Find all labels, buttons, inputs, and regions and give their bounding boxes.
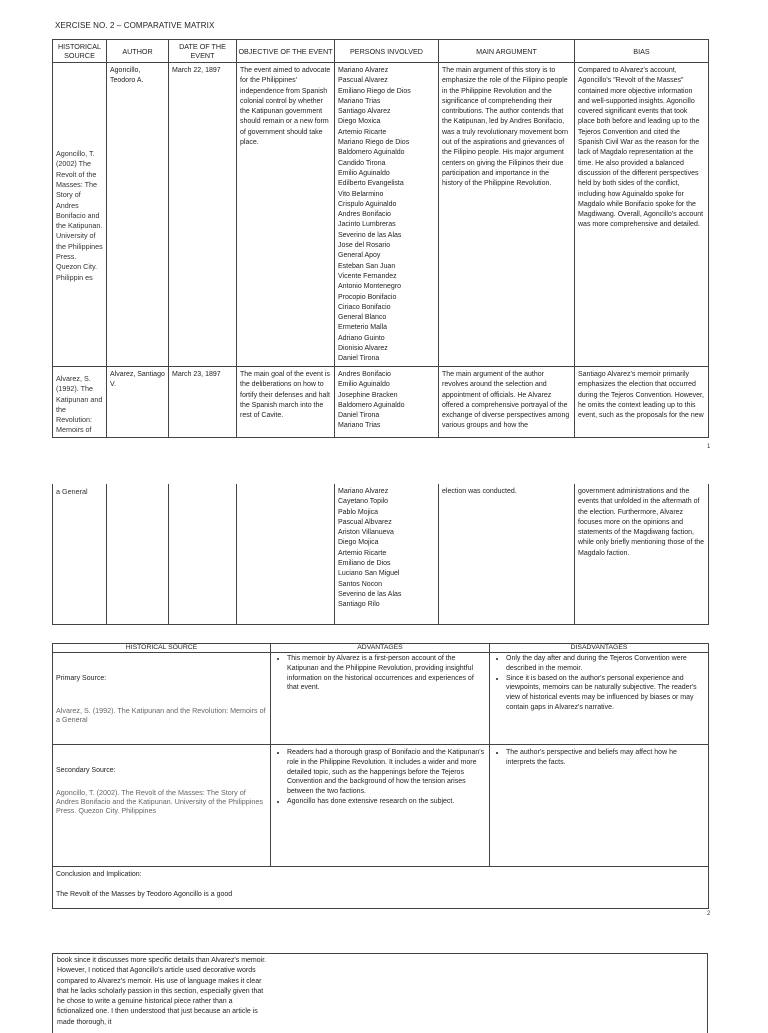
person-name: Emiliano Riego de Dios	[338, 87, 411, 95]
person-name: Vito Belarmino	[338, 190, 384, 198]
person-name: Mariano Alvarez	[338, 488, 389, 495]
person-name: Emiliano de Dios	[338, 560, 391, 568]
argument-cell: The main argument of this story is to emphasize the role of the Filipino people in the Philippine Revolution and the significance of comprehending their contributions. The author contends that the Katipunan, led by Andres Bonifacio, was a truly revolutionary movement born out of the aspirations and grievances of the Filipino people. His major argument centers on giving the Filipinos their due participation and importance in the history of the Philippine Revolution.	[439, 63, 575, 367]
author-cell: Alvarez, Santiago V.	[107, 367, 169, 438]
evaluation-header-row	[53, 644, 709, 653]
col-header-persons: PERSONS INVOLVED	[335, 40, 439, 63]
matrix-header-row	[53, 40, 709, 63]
person-name: Mariano Riego de Dios	[338, 139, 410, 147]
matrix-row-alvarez	[53, 367, 709, 438]
person-name: Severino de las Alas	[338, 231, 402, 239]
col-header-bias: BIAS	[575, 40, 709, 63]
advantage-item: • Readers had a thorough grasp of Bonifacio and the Katipunan's role in the Philippine Revolution. It includes a wider and more detailed topic, such as the happenings before the Tejeros Convention and the background of how the tension arises between the two factions.	[287, 748, 486, 797]
comparative-matrix-continued	[52, 484, 709, 625]
date-cell	[169, 484, 237, 624]
primary-source-citation: Alvarez, S. (1992). The Katipunan and the Revolution: Memoirs of a General	[56, 705, 266, 724]
person-name: Daniel Tirona	[338, 355, 380, 363]
person-name: Candido Tirona	[338, 159, 386, 167]
person-name: Baldomero Aguinaldo	[338, 149, 405, 157]
argument-cell: election was conducted.	[439, 484, 575, 624]
person-name: Crispulo Aguinaldo	[338, 200, 397, 208]
primary-source-label: Primary Source:	[56, 675, 107, 682]
secondary-source-citation: Agoncillo, T. (2002). The Revolt of the Masses: The Story of Andres Bonifacio and the Katipunan. University of the Philippines Press. Quezon City. Philippines	[56, 787, 263, 815]
conclusion-row	[53, 867, 709, 909]
author-cell	[107, 484, 169, 624]
conclusion-continued-text: book since it discusses more specific details than Alvarez's memoir. However, I noticed that Agoncillo's article used decorative words compared to Alvarez's memoir. His use of language makes it clear that he lacks scholarly passion in this section, especially given that he chose to write a genuine historical piece rather than a fictionalized one. I then understood that just because an article is made thorough, it	[57, 957, 267, 1026]
secondary-advantages-cell	[271, 745, 490, 867]
col-header-source: HISTORICAL SOURCE	[53, 40, 107, 63]
primary-disadvantages-cell	[490, 653, 709, 745]
person-name: General Blanco	[338, 314, 387, 322]
person-name: Mariano Alvarez	[338, 67, 389, 74]
person-name: Josephine Bracken	[338, 391, 398, 399]
person-name: Pablo Mojica	[338, 508, 379, 516]
secondary-source-row	[53, 745, 709, 867]
objective-cell	[237, 484, 335, 624]
person-name: Procopio Bonifacio	[338, 293, 397, 301]
col-header-argument: MAIN ARGUMENT	[439, 40, 575, 63]
comparative-matrix	[52, 39, 709, 438]
person-name: Dionisio Alvarez	[338, 345, 388, 353]
person-name: Ariston Villanueva	[338, 529, 394, 537]
person-name: Baldomero Aguinaldo	[338, 401, 405, 409]
col-header-disadvantages: DISADVANTAGES	[490, 644, 709, 653]
matrix-row-alvarez-continued	[53, 484, 709, 624]
primary-advantages-cell	[271, 653, 490, 745]
col-header-date: DATE OF THE EVENT	[169, 40, 237, 63]
page-number: 2	[707, 911, 711, 917]
source-cell: Alvarez, S. (1992). The Katipunan and the Revolution: Memoirs of	[53, 367, 107, 438]
person-name: Adriano Guinto	[338, 334, 385, 342]
disadvantage-item: • Since it is based on the author's personal experience and viewpoints, memoirs can be naturally subjective. The reader's view of historical events may be influenced by biases or may contain gaps in Alvarez's narrative.	[506, 674, 705, 713]
conclusion-continued	[52, 953, 708, 1033]
col-header-objective: OBJECTIVE OF THE EVENT	[237, 40, 335, 63]
col-header-advantages: ADVANTAGES	[271, 644, 490, 653]
person-name: Santiago Alvarez	[338, 108, 391, 116]
objective-cell: The main goal of the event is the deliberations on how to fortify their defenses and halt the Spanish march into the rest of Cavite.	[237, 367, 335, 438]
conclusion-cell	[53, 867, 709, 909]
date-cell: March 22, 1897	[169, 63, 237, 367]
disadvantage-item: • Only the day after and during the Tejeros Convention were described in the memoir.	[506, 654, 705, 674]
conclusion-text: The Revolt of the Masses by Teodoro Agoncillo is a good	[56, 890, 233, 898]
person-name: Vicente Fernandez	[338, 272, 397, 280]
advantage-item: • Agoncillo has done extensive research on the subject.	[287, 797, 486, 807]
matrix-row-agoncillo	[53, 63, 709, 367]
col-header-author: AUTHOR	[107, 40, 169, 63]
col-header-historical-source: HISTORICAL SOURCE	[53, 644, 271, 653]
secondary-source-cell	[53, 745, 271, 867]
bias-cell: government administrations and the events that unfolded in the aftermath of the election. Furthermore, Alvarez focuses more on the opinions and statements of the Magdiwang faction, while only briefly mentioning those of the Magdalo faction.	[575, 484, 709, 624]
person-name: Mariano Trias	[338, 97, 381, 105]
secondary-source-label: Secondary Source:	[56, 767, 116, 774]
primary-source-row	[53, 653, 709, 745]
advantage-item: • This memoir by Alvarez is a first-person account of the Katipunan and the Philippine Revolution, providing insightful information on the historical occurrences and experiences of that event.	[287, 654, 486, 693]
person-name: Emilio Aguinaldo	[338, 381, 390, 389]
person-name: Daniel Tirona	[338, 412, 380, 420]
person-name: Cayetano Topilo	[338, 498, 389, 506]
person-name: Diego Mojica	[338, 539, 379, 547]
bias-cell: Santiago Alvarez's memoir primarily emphasizes the election that occurred during the Tejeros Convention. However, he omits the context leading up to this event, such as the proposals for the new	[575, 367, 709, 438]
page-number: 1	[707, 444, 711, 450]
person-name: Ciriaco Bonifacio	[338, 303, 391, 311]
person-name: Jose del Rosario	[338, 242, 391, 250]
persons-cell	[335, 367, 439, 438]
person-name: Pascual Albvarez	[338, 518, 392, 526]
person-name: Andres Bonifacio	[338, 211, 391, 219]
person-name: Jacinto Lumbreras	[338, 221, 396, 229]
person-name: Pascual Alvarez	[338, 77, 388, 85]
person-name: Diego Moxica	[338, 118, 381, 126]
bias-cell: Compared to Alvarez's account, Agoncillo's "Revolt of the Masses" contained more objective information and well-supported insights. Agoncillo covered significant events that took place both before and leading up to the Tejeros Convention and cited the Spanish Civil War as the reason for the lack of Magdalo representation at the time. He also provided a balanced discussion of the different perspectives held by both sides of the conflict, including how Aguinaldo spoke for Magdalo while Bonifacio spoke for the Magdiwang. Overall, Agoncillo's account was more comprehensive and detailed.	[575, 63, 709, 367]
source-cell: Agoncillo, T. (2002) The Revolt of the Masses: The Story of Andres Bonifacio and the Katipunan. University of the Philippines Press. Quezon City. Philippin es	[53, 63, 107, 367]
person-name: Mariano Trias	[338, 422, 381, 430]
person-name: Emilio Aguinaldo	[338, 169, 390, 177]
source-evaluation-table	[52, 643, 709, 909]
disadvantage-item: • The author's perspective and beliefs may affect how he interprets the facts.	[506, 748, 705, 768]
person-name: Ermeterio Malla	[338, 324, 388, 332]
secondary-disadvantages-cell	[490, 745, 709, 867]
conclusion-label: Conclusion and Implication:	[56, 871, 142, 878]
person-name: Artemio Ricarte	[338, 549, 387, 557]
date-cell: March 23, 1897	[169, 367, 237, 438]
persons-cell	[335, 484, 439, 624]
person-name: Andres Bonifacio	[338, 371, 391, 378]
argument-cell: The main argument of the author revolves around the selection and appointment of officials. He Alvarez offered a comprehensive portrayal of the exchange of diverse perspectives among various groups and how the	[439, 367, 575, 438]
primary-source-cell	[53, 653, 271, 745]
person-name: Santiago Rilo	[338, 601, 380, 609]
person-name: Esteban San Juan	[338, 262, 396, 270]
persons-cell	[335, 63, 439, 367]
page-title: XERCISE NO. 2 – COMPARATIVE MATRIX	[55, 21, 215, 30]
person-name: Edilberto Evangelista	[338, 180, 404, 188]
person-name: Santos Nocon	[338, 580, 382, 588]
person-name: Antonio Montenegro	[338, 283, 402, 291]
source-cell: a General	[53, 484, 107, 624]
author-cell: Agoncillo, Teodoro A.	[107, 63, 169, 367]
person-name: Severino de las Alas	[338, 590, 402, 598]
objective-cell: The event aimed to advocate for the Philippines' independence from Spanish colonial control by whether the Katipunan government should remain or a new form of government should take place.	[237, 63, 335, 367]
person-name: Luciano San Miguel	[338, 570, 400, 578]
person-name: General Apoy	[338, 252, 381, 260]
person-name: Artemio Ricarte	[338, 128, 387, 136]
